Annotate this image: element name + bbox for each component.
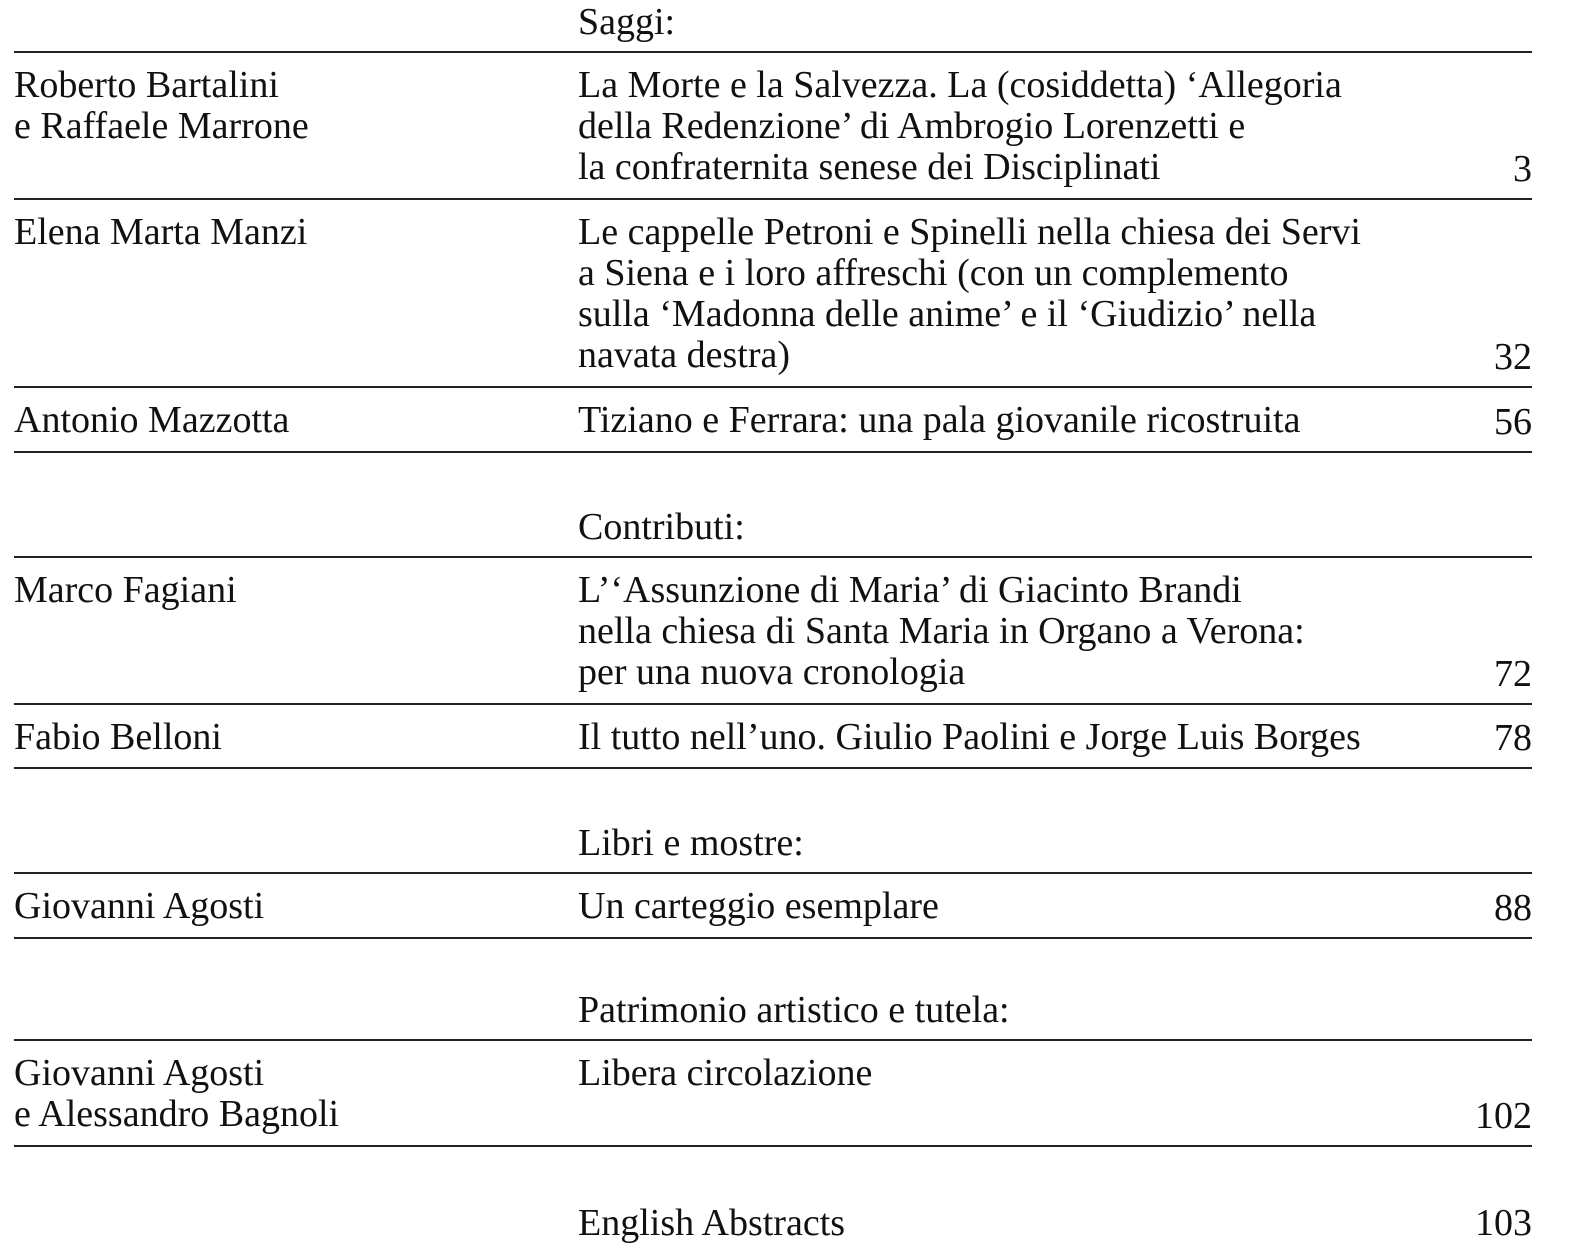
toc-entry [14,705,1532,769]
section-label: Patrimonio artistico e tutela: [578,989,1010,1031]
section-heading-libri-e-mostre [14,769,1532,874]
entry-author: Antonio Mazzotta [14,399,290,441]
entry-author: Fabio Belloni [14,716,222,758]
entry-author: Marco Fagiani [14,569,237,611]
entry-page-number: 32 [1494,336,1532,378]
entry-title: Le cappelle Petroni e Spinelli nella chiesa dei Servi a Siena e i loro affreschi (con un complemento sulla ‘Madonna delle anime’ e il ‘Giudizio’ nella navata destra) [578,211,1361,376]
section-label: Libri e mostre: [578,822,804,864]
toc-entry-english-abstracts [14,1147,1532,1257]
toc-entry [14,53,1532,200]
table-of-contents [14,0,1532,1257]
toc-entry [14,558,1532,705]
entry-title: Tiziano e Ferrara: una pala giovanile ricostruita [578,399,1301,441]
entry-page-number: 3 [1513,148,1532,190]
section-label: Saggi: [578,1,676,43]
section-heading-contributi [14,453,1532,558]
entry-title: Un carteggio esemplare [578,885,939,927]
toc-entry [14,388,1532,453]
entry-title: L’‘Assunzione di Maria’ di Giacinto Brandi nella chiesa di Santa Maria in Organo a Verona: per una nuova cronologia [578,569,1305,693]
entry-author: Giovanni Agosti [14,885,265,927]
entry-author: Giovanni Agosti e Alessandro Bagnoli [14,1052,340,1135]
section-label: Contributi: [578,506,745,548]
entry-author: Elena Marta Manzi [14,211,308,253]
entry-page-number: 88 [1494,887,1532,929]
entry-title: Il tutto nell’uno. Giulio Paolini e Jorge Luis Borges [578,716,1361,758]
toc-entry [14,874,1532,939]
entry-title: English Abstracts [578,1202,846,1244]
toc-entry [14,1041,1532,1147]
entry-page-number: 78 [1494,717,1532,759]
entry-page-number: 103 [1475,1202,1532,1244]
toc-entry [14,200,1532,388]
entry-page-number: 72 [1494,653,1532,695]
section-heading-saggi [14,0,1532,53]
section-heading-patrimonio [14,939,1532,1041]
entry-page-number: 102 [1475,1095,1532,1137]
entry-page-number: 56 [1494,401,1532,443]
entry-title: La Morte e la Salvezza. La (cosiddetta) ‘Allegoria della Redenzione’ di Ambrogio Lorenzetti e la confraternita senese dei Disciplinati [578,64,1342,188]
entry-author: Roberto Bartalini e Raffaele Marrone [14,64,309,147]
entry-title: Libera circolazione [578,1052,873,1094]
